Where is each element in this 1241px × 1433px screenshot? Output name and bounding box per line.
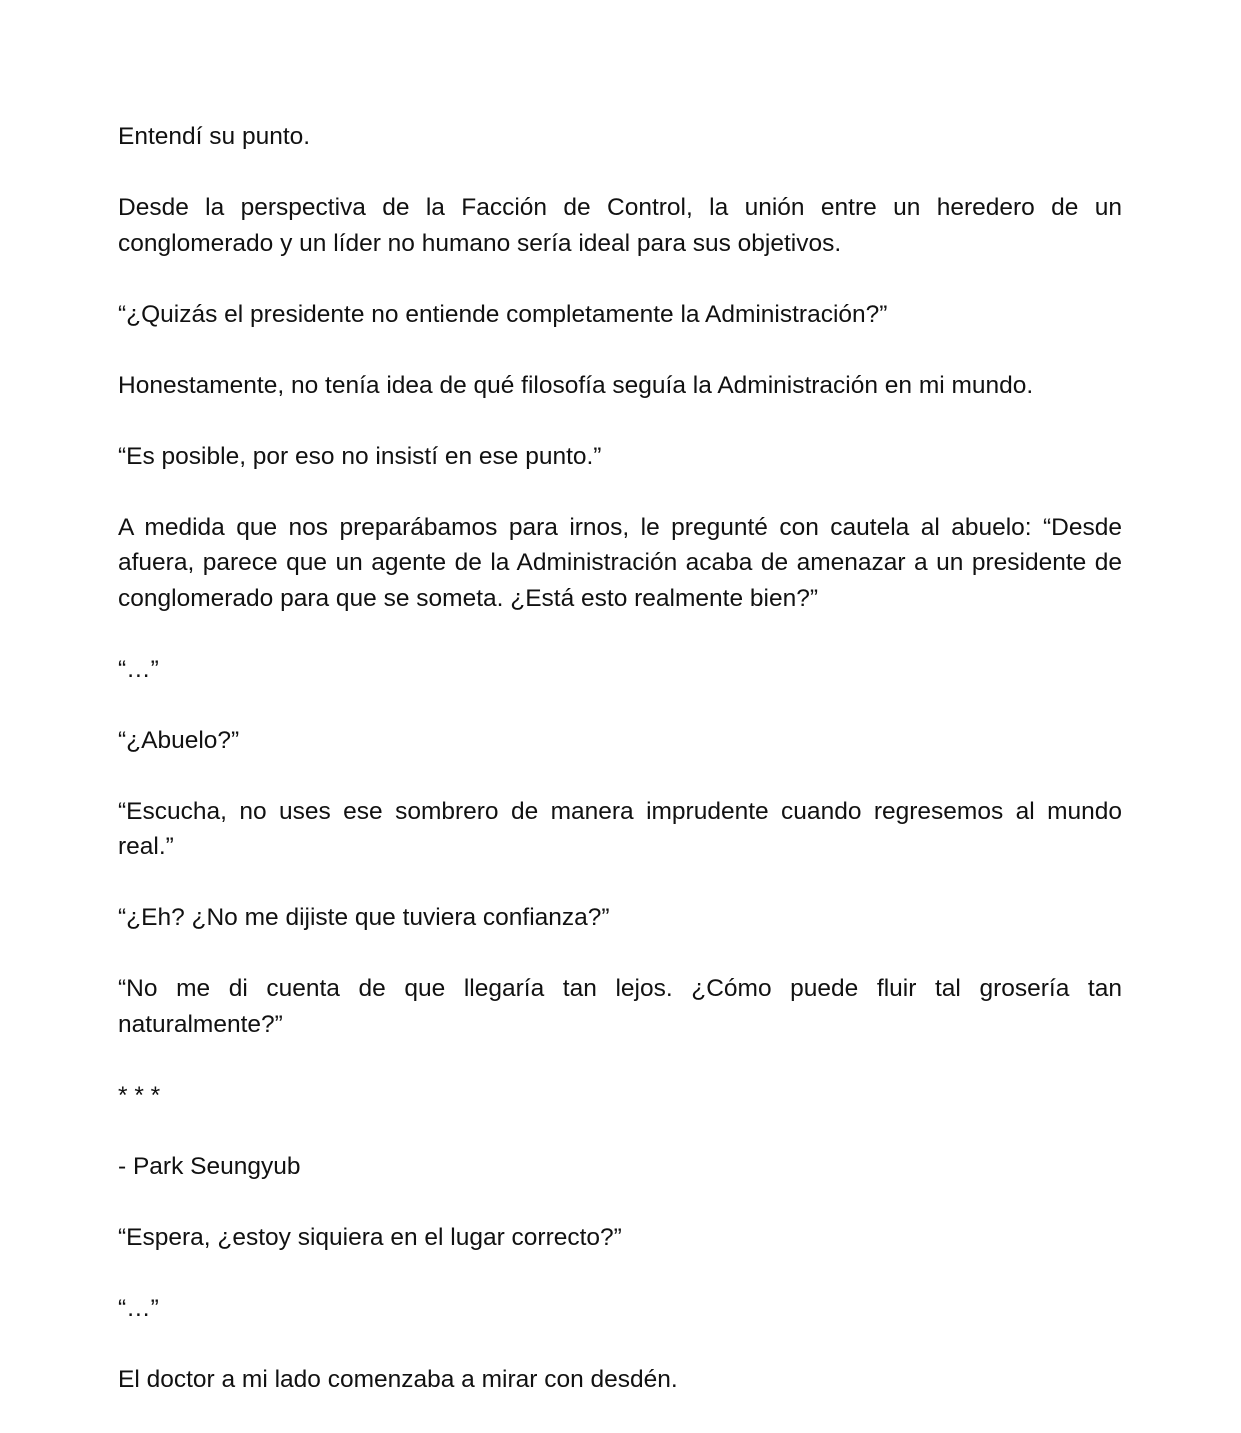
paragraph: “No me di cuenta de que llegaría tan lejos. ¿Cómo puede fluir tal grosería tan naturalmente?” (118, 975, 1122, 1038)
paragraph: El doctor a mi lado comenzaba a mirar con desdén. (118, 1365, 678, 1393)
section-separator: * * * (118, 1081, 161, 1109)
paragraph: “Es posible, por eso no insistí en ese punto.” (118, 442, 602, 470)
document-page (118, 119, 1122, 1433)
perspective-heading: - Park Seungyub (118, 1152, 301, 1180)
paragraph: Desde la perspectiva de la Facción de Control, la unión entre un heredero de un conglomerado y un líder no humano sería ideal para sus objetivos. (118, 194, 1122, 257)
paragraph: A medida que nos preparábamos para irnos, le pregunté con cautela al abuelo: “Desde afuera, parece que un agente de la Administración acaba de amenazar a un presidente de conglomerado para que se someta. ¿Está esto realmente bien?” (118, 513, 1122, 612)
paragraph: “¿Quizás el presidente no entiende completamente la Administración?” (118, 300, 888, 328)
paragraph: “…” (118, 655, 159, 683)
paragraph: Honestamente, no tenía idea de qué filosofía seguía la Administración en mi mundo. (118, 371, 1034, 399)
paragraph: “Espera, ¿estoy siquiera en el lugar correcto?” (118, 1223, 622, 1251)
paragraph: Entendí su punto. (118, 123, 311, 150)
paragraph: “¿Abuelo?” (118, 726, 240, 754)
paragraph: “Escucha, no uses ese sombrero de manera imprudente cuando regresemos al mundo real.” (118, 797, 1122, 860)
paragraph: “¿Eh? ¿No me dijiste que tuviera confianza?” (118, 904, 610, 931)
paragraph: “…” (118, 1294, 159, 1322)
